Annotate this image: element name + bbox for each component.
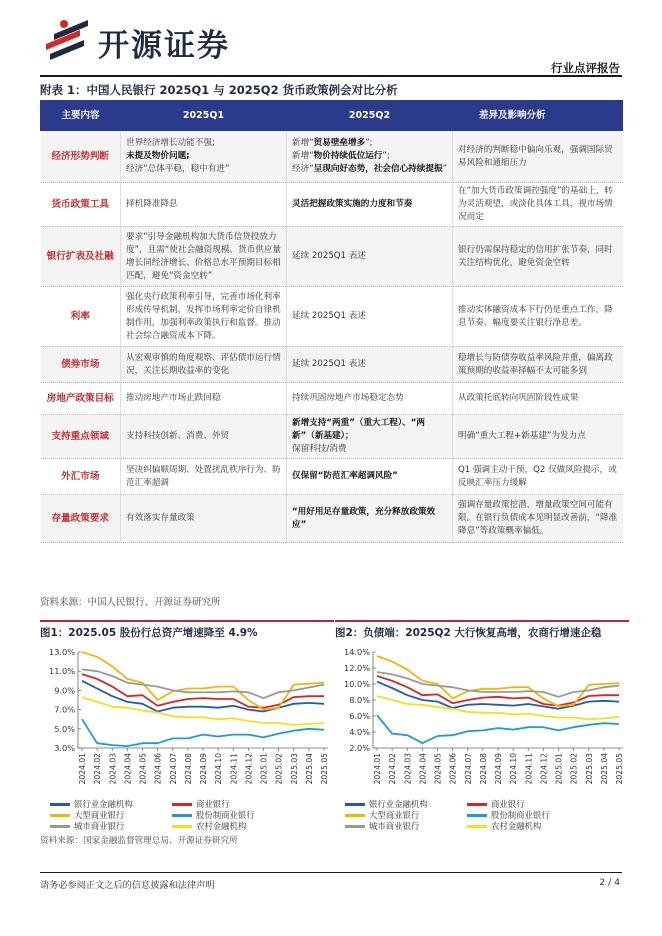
report-type: 行业点评报告 bbox=[551, 61, 620, 75]
cell-line: 延续 2025Q1 表述 bbox=[292, 311, 366, 321]
row-q2 bbox=[287, 287, 453, 347]
row-q2 bbox=[287, 183, 453, 227]
legend-swatch bbox=[172, 803, 192, 806]
y-tick-label: 13.0% bbox=[48, 647, 75, 657]
row-q1 bbox=[121, 347, 287, 383]
table-row bbox=[41, 383, 623, 415]
legend-item bbox=[172, 820, 246, 832]
x-tick-label: 2024.03 bbox=[108, 753, 118, 785]
legend-label: 银行业金融机构 bbox=[74, 799, 133, 809]
header-diff: 差异及影响分析 bbox=[453, 101, 623, 131]
y-tick-label: 6.0% bbox=[349, 711, 370, 721]
x-tick-label: 2024.06 bbox=[153, 753, 163, 785]
x-tick-label: 2024.02 bbox=[388, 753, 398, 785]
table-header-row bbox=[41, 101, 623, 131]
series-line-5 bbox=[82, 697, 324, 725]
cell-line: 新增“贸易壁垒增多”; bbox=[292, 138, 373, 148]
row-topic: 存量政策要求 bbox=[41, 495, 121, 543]
table-caption: 附表 1：中国人民银行 2025Q1 与 2025Q2 货币政策例会对比分析 bbox=[40, 83, 398, 97]
row-q1 bbox=[121, 287, 287, 347]
row-diff: 对经济的判断稳中偏向乐观，强调国际贸易风险和通缩压力 bbox=[453, 131, 623, 183]
cell-line: 延续 2025Q1 表述 bbox=[292, 359, 366, 369]
cell-line: 世界经济增长动能不强; bbox=[126, 138, 215, 148]
y-tick-label: 4.0% bbox=[349, 727, 370, 737]
y-tick-label: 8.0% bbox=[349, 695, 370, 705]
x-tick-label: 2024.01 bbox=[78, 753, 87, 785]
row-diff: 稳增长与防债券收益率风险并重，偏离政策预期的收益率择幅不太可能多到 bbox=[453, 347, 623, 383]
x-tick-label: 2025.02 bbox=[569, 753, 579, 785]
legend-label: 大型商业银行 bbox=[74, 810, 125, 820]
cell-line: 新增“物价持续低位运行”; bbox=[292, 151, 390, 161]
logo-icon bbox=[40, 16, 96, 64]
x-tick-label: 2025.03 bbox=[289, 753, 299, 785]
row-diff: 强调存量政策挖潜，增量政策空间可能有限。在银行负债成本见明显改善前，“降准降息”等政策概率偏低。 bbox=[453, 495, 623, 543]
cell-line: 经济“总体平稳，稳中有进” bbox=[126, 164, 230, 174]
row-topic: 债券市场 bbox=[41, 347, 121, 383]
x-tick-label: 2025.05 bbox=[615, 753, 624, 785]
x-tick-label: 2024.09 bbox=[199, 753, 208, 785]
cell-line: 经济“呈现向好态势，社会信心持续提振” bbox=[292, 164, 448, 174]
row-diff: Q1 强调主动干预，Q2 仅做风险提示，或反映汇率压力缓解 bbox=[453, 459, 623, 495]
page-number: 2 / 4 bbox=[599, 877, 620, 888]
row-q2 bbox=[287, 495, 453, 543]
legend-item bbox=[50, 820, 124, 832]
row-q1 bbox=[121, 383, 287, 415]
row-q2 bbox=[287, 347, 453, 383]
legend-label: 大型商业银行 bbox=[369, 810, 420, 820]
legend-label: 城市商业银行 bbox=[369, 821, 420, 831]
y-tick-label: 2.0% bbox=[349, 743, 370, 753]
legend-swatch bbox=[172, 825, 192, 828]
cell-line: 延续 2025Q1 表述 bbox=[292, 251, 366, 261]
row-topic: 货币政策工具 bbox=[41, 183, 121, 227]
x-tick-label: 2024.11 bbox=[524, 753, 534, 785]
cell-line: 有效落实存量政策 bbox=[126, 513, 195, 523]
row-q2 bbox=[287, 415, 453, 459]
row-q2 bbox=[287, 227, 453, 287]
legend-label: 股份制商业银行 bbox=[196, 810, 255, 820]
row-topic: 利率 bbox=[41, 287, 121, 347]
legend-swatch bbox=[50, 814, 70, 817]
cell-line: 要求“引导金融机构加大货币信贷投放力度”，且需“使社会融资规模、货币供应量增长同经济增长、价格总水平预期目标相匹配，避免“资金空转” bbox=[126, 231, 281, 281]
chart-liabilities bbox=[335, 620, 629, 830]
chart-title: 图2：负债端：2025Q2 大行恢复高增，农商行增速企稳 bbox=[335, 620, 629, 640]
legend-swatch bbox=[50, 825, 70, 828]
x-tick-label: 2025.04 bbox=[599, 753, 609, 785]
cell-line: 择机降准降息 bbox=[126, 199, 178, 209]
legend-label: 银行业金融机构 bbox=[369, 799, 428, 809]
header-topic: 主要内容 bbox=[41, 101, 121, 131]
x-tick-label: 2025.05 bbox=[320, 753, 329, 785]
x-tick-label: 2024.11 bbox=[229, 753, 239, 785]
footer-disclaimer: 请务必参阅正文之后的信息披露和法律声明 bbox=[40, 880, 215, 891]
x-tick-label: 2024.09 bbox=[494, 753, 503, 785]
legend-label: 商业银行 bbox=[196, 799, 230, 809]
row-diff: 银行仍需保持稳定的信用扩张节奏，同时关注结构优化，避免资金空转 bbox=[453, 227, 623, 287]
y-tick-label: 9.0% bbox=[54, 685, 75, 696]
x-tick-label: 2024.07 bbox=[463, 753, 473, 785]
legend-swatch bbox=[345, 803, 365, 806]
row-topic: 银行扩表及社融 bbox=[41, 227, 121, 287]
row-topic: 经济形势判断 bbox=[41, 131, 121, 183]
row-q1 bbox=[121, 183, 287, 227]
x-tick-label: 2024.03 bbox=[403, 753, 413, 785]
legend-swatch bbox=[345, 814, 365, 817]
row-q2 bbox=[287, 131, 453, 183]
table-row bbox=[41, 131, 623, 183]
x-tick-label: 2024.04 bbox=[418, 753, 428, 785]
cell-line: 保留科技/消费 bbox=[292, 444, 347, 454]
y-tick-label: 10.0% bbox=[343, 679, 370, 689]
cell-line: “用好用足存量政策，充分释放政策效应” bbox=[292, 506, 436, 530]
table-row bbox=[41, 459, 623, 495]
table-row bbox=[41, 415, 623, 459]
header-2025q1: 2025Q1 bbox=[121, 101, 287, 131]
cell-line: 强化央行政策利率引导，完善市场化利率形成传导机制，发挥市场利率定价自律机制作用，加强利率政策执行和监督。推动社会综合融资成本下降。 bbox=[126, 291, 281, 341]
legend-swatch bbox=[50, 803, 70, 806]
x-tick-label: 2025.01 bbox=[554, 753, 564, 785]
row-diff: 从政策托底转向巩固阶段性成果 bbox=[453, 383, 623, 415]
row-q1 bbox=[121, 459, 287, 495]
x-tick-label: 2024.12 bbox=[539, 753, 549, 785]
header-2025q2: 2025Q2 bbox=[287, 101, 453, 131]
legend-label: 城市商业银行 bbox=[74, 821, 125, 831]
table-row bbox=[41, 227, 623, 287]
x-tick-label: 2024.12 bbox=[244, 753, 254, 785]
legend-label: 商业银行 bbox=[491, 799, 525, 809]
company-logo bbox=[40, 16, 290, 64]
cell-line: 支持科技创新、消费、外贸 bbox=[126, 431, 230, 441]
x-tick-label: 2024.04 bbox=[123, 753, 133, 785]
x-tick-label: 2024.05 bbox=[433, 753, 443, 785]
legend-label: 农村金融机构 bbox=[196, 821, 247, 831]
x-tick-label: 2024.10 bbox=[509, 753, 519, 785]
row-diff: 明确“重大工程+新基建”为发力点 bbox=[453, 415, 623, 459]
footer-divider bbox=[40, 872, 622, 873]
x-tick-label: 2024.01 bbox=[373, 753, 382, 785]
legend-label: 股份制商业银行 bbox=[491, 810, 550, 820]
y-tick-label: 11.0% bbox=[48, 666, 75, 677]
cell-line: 坚决纠偏顺周期、处置扰乱秩序行为、防范汇率超调 bbox=[126, 464, 281, 488]
brand-name: 开源证券 bbox=[98, 28, 230, 64]
row-q1 bbox=[121, 415, 287, 459]
x-tick-label: 2024.07 bbox=[168, 753, 178, 785]
y-tick-label: 12.0% bbox=[343, 663, 370, 673]
y-tick-label: 14.0% bbox=[343, 647, 370, 657]
row-q1 bbox=[121, 227, 287, 287]
chart-plot bbox=[335, 644, 629, 796]
chart-title: 图1：2025.05 股份行总资产增速降至 4.9% bbox=[40, 620, 334, 640]
x-tick-label: 2025.02 bbox=[274, 753, 284, 785]
x-tick-label: 2025.01 bbox=[259, 753, 269, 785]
legend-swatch bbox=[467, 803, 487, 806]
row-diff: 推动实体融资成本下行仍是重点工作，降息节奏、幅度要关注银行净息差。 bbox=[453, 287, 623, 347]
row-topic: 外汇市场 bbox=[41, 459, 121, 495]
legend-item bbox=[467, 820, 541, 832]
x-tick-label: 2025.03 bbox=[584, 753, 594, 785]
x-tick-label: 2024.08 bbox=[183, 753, 193, 785]
x-tick-label: 2025.04 bbox=[304, 753, 314, 785]
legend-swatch bbox=[172, 814, 192, 817]
table-row bbox=[41, 287, 623, 347]
legend-swatch bbox=[467, 814, 487, 817]
chart-total-assets bbox=[40, 620, 334, 830]
y-tick-label: 3.0% bbox=[54, 743, 75, 753]
table-row bbox=[41, 347, 623, 383]
cell-line: 推动房地产市场止跌回稳 bbox=[126, 393, 221, 403]
row-diff: 在“加大货币政策调控强度”的基础上，转为灵活观望，或淡化具体工具，视市场情况而定 bbox=[453, 183, 623, 227]
legend-swatch bbox=[467, 825, 487, 828]
series-line-3 bbox=[82, 719, 324, 746]
cell-line: 灵活把握政策实施的力度和节奏 bbox=[292, 199, 413, 209]
row-q1 bbox=[121, 131, 287, 183]
x-tick-label: 2024.02 bbox=[93, 753, 103, 785]
legend-item bbox=[345, 820, 419, 832]
row-q2 bbox=[287, 459, 453, 495]
y-tick-label: 5.0% bbox=[54, 723, 75, 734]
x-tick-label: 2024.05 bbox=[138, 753, 148, 785]
row-topic: 房地产政策目标 bbox=[41, 383, 121, 415]
chart-source: 资料来源：国家金融监督管理总局、开源证券研究所 bbox=[40, 836, 238, 846]
legend-label: 农村金融机构 bbox=[491, 821, 542, 831]
row-q2 bbox=[287, 383, 453, 415]
row-q1 bbox=[121, 495, 287, 543]
row-topic: 支持重点领域 bbox=[41, 415, 121, 459]
cell-line: 仅保留“防范汇率超调风险” bbox=[292, 471, 398, 481]
x-tick-label: 2024.08 bbox=[478, 753, 488, 785]
x-tick-label: 2024.06 bbox=[448, 753, 458, 785]
header-divider bbox=[40, 75, 622, 77]
cell-line: 未提及物价问题; bbox=[126, 151, 190, 161]
cell-line: 从宏观审慎的角度观察、评估债市运行情况，关注长期收益率的变化 bbox=[126, 352, 281, 376]
legend-swatch bbox=[345, 825, 365, 828]
chart-plot bbox=[40, 644, 334, 796]
x-tick-label: 2024.10 bbox=[214, 753, 224, 785]
cell-line: 持续巩固房地产市场稳定态势 bbox=[292, 393, 404, 403]
table-source: 资料来源：中国人民银行、开源证券研究所 bbox=[40, 597, 221, 608]
cell-line: 新增支持“两重”（重大工程）、“两新”（新基建）； bbox=[292, 418, 425, 441]
table-row bbox=[41, 495, 623, 543]
comparison-table bbox=[40, 100, 623, 543]
y-tick-label: 7.0% bbox=[54, 704, 75, 715]
table-row bbox=[41, 183, 623, 227]
